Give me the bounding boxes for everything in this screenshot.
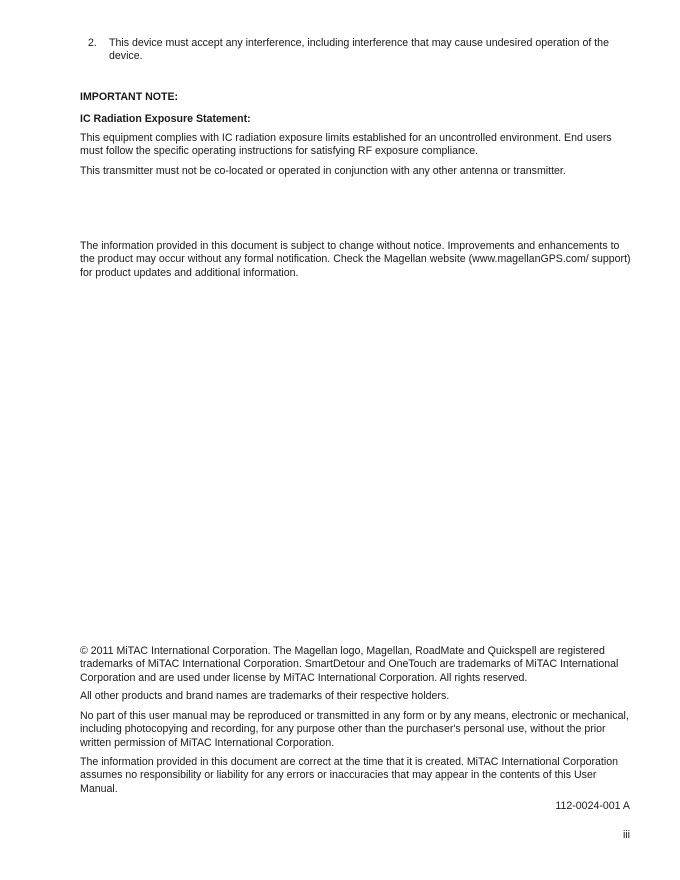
change-notice-paragraph: The information provided in this document is subject to change without notice. Improvements and enhancements to the product may occur without any formal notification. Check the Magellan website (www.magellanGPS.com/ support) for product updates and additional information. bbox=[80, 240, 631, 279]
page-number: iii bbox=[622, 829, 630, 841]
accuracy-block bbox=[80, 756, 632, 796]
change-notice-block bbox=[80, 240, 632, 280]
reproduction-paragraph: No part of this user manual may be reproduced or transmitted in any form or by any means, electronic or mechanical, including photocopying and recording, for any purpose other than the purchaser's personal use, without the prior written permission of MiTAC International Corporation. bbox=[80, 710, 629, 749]
fcc-list-item-2 bbox=[88, 37, 632, 64]
ic-paragraph-1: This equipment complies with IC radiation exposure limits established for an uncontrolled environment. End users must follow the specific operating instructions for satisfying RF exposure compliance. bbox=[80, 132, 612, 158]
important-note-heading-block bbox=[80, 91, 632, 104]
trademarks-block bbox=[80, 690, 632, 703]
accuracy-paragraph: The information provided in this document are correct at the time that it is created. MiTAC International Corporation assumes no responsibility or liability for any errors or inaccuracies that may appear in the contents of this User Manual. bbox=[80, 756, 618, 795]
list-item-number: 2. bbox=[88, 37, 97, 49]
important-note-heading: IMPORTANT NOTE: bbox=[80, 91, 179, 103]
trademarks-paragraph: All other products and brand names are trademarks of their respective holders. bbox=[80, 690, 450, 702]
list-item-text: This device must accept any interference, including interference that may cause undesired operation of the device. bbox=[109, 37, 609, 63]
reproduction-block bbox=[80, 710, 632, 750]
ic-radiation-heading: IC Radiation Exposure Statement: bbox=[80, 113, 251, 125]
ic-paragraph-2-block bbox=[80, 165, 632, 178]
ic-paragraph-2: This transmitter must not be co-located or operated in conjunction with any other antenna or transmitter. bbox=[80, 165, 566, 177]
copyright-block bbox=[80, 645, 632, 685]
ic-paragraph-1-block bbox=[80, 132, 632, 159]
document-number: 112-0024-001 A bbox=[555, 800, 630, 812]
ic-radiation-block bbox=[80, 113, 632, 126]
copyright-paragraph: © 2011 MiTAC International Corporation. The Magellan logo, Magellan, RoadMate and Quickspell are registered trademarks of MiTAC International Corporation. SmartDetour and OneTouch are trademarks of MiTAC International Corporation and are used under license by MiTAC International Corporation. All rights reserved. bbox=[80, 645, 619, 684]
